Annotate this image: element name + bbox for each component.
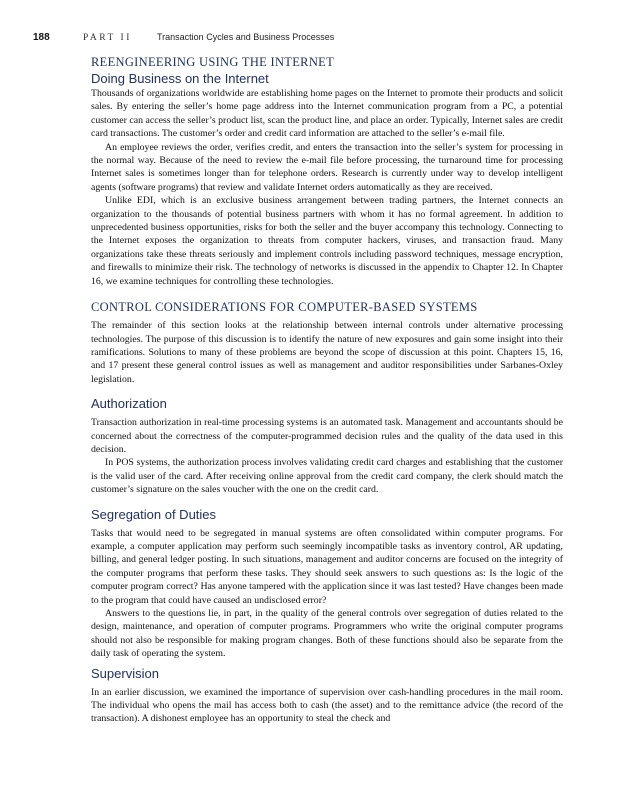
page-number: 188 <box>33 32 50 43</box>
subheading-doing-business: Doing Business on the Internet <box>91 71 269 86</box>
paragraph: In POS systems, the authorization process involves validating credit card charges and establishing that the customer is the valid user of the card. After receiving online approval from the credit card company, the clerk should match the customer’s signature on the sales voucher with the one on the credit card. <box>91 457 563 496</box>
chapter-title: Transaction Cycles and Business Processes <box>157 32 335 42</box>
paragraph: Unlike EDI, which is an exclusive business arrangement between trading partners, the Internet connects an organization to the thousands of potential business partners with whom it has no formal agreement. In addition to unprecedented business opportunities, risks for both the seller and the buyer accompany this technology. Connecting to the Internet exposes the organization to threats from computer hackers, viruses, and transaction fraud. Many organizations take these threats seriously and implement controls including password techniques, message encryption, and firewalls to minimize their risk. The technology of networks is discussed in the appendix to Chapter 12. In Chapter 16, we examine techniques for controlling these technologies. <box>91 195 563 287</box>
subheading-supervision: Supervision <box>91 665 159 681</box>
section-heading-control-considerations: CONTROL CONSIDERATIONS FOR COMPUTER-BASED SYSTEMS <box>91 300 478 315</box>
page-body <box>91 54 563 726</box>
section-heading-reengineering: REENGINEERING USING THE INTERNET <box>91 55 335 69</box>
subheading-segregation-of-duties: Segregation of Duties <box>91 506 217 522</box>
paragraph: Transaction authorization in real-time processing systems is an automated task. Management and accountants should be concerned about the correctness of the computer-programmed decision rules and the quality of the data used in this decision. <box>91 417 563 455</box>
paragraph: Thousands of organizations worldwide are establishing home pages on the Internet to promote their products and solicit sales. By entering the seller’s home page address into the Internet communication program from a PC, a potential customer can access the seller’s product list, scan the product line, and place an order. Typically, Internet sales are credit card transactions. The customer’s order and credit card information are attached to the seller’s e-mail file. <box>91 88 563 140</box>
paragraph: The remainder of this section looks at the relationship between internal controls under alternative processing technologies. The purpose of this discussion is to identify the nature of new exposures and gain some insight into their ramifications. Solutions to many of these problems are beyond the scope of discussion at this point. Chapters 15, 16, and 17 present these general control issues as well as management and auditor responsibilities under Sarbanes-Oxley legislation. <box>91 320 563 385</box>
paragraph: An employee reviews the order, verifies credit, and enters the transaction into the seller’s system for processing in the normal way. Because of the need to review the e-mail file before processing, the turnaround time for processing Internet sales is sometimes longer than for telephone orders. Research is currently under way to develop intelligent agents (software programs) that review and validate Internet orders automatically as they are received. <box>91 141 563 193</box>
paragraph: In an earlier discussion, we examined the importance of supervision over cash-handling procedures in the mail room. The individual who opens the mail has access both to cash (the asset) and to the remittance advice (the record of the transaction). A dishonest employee has an opportunity to steal the check and <box>91 686 563 725</box>
subheading-authorization: Authorization <box>91 396 167 412</box>
running-head <box>33 32 593 46</box>
part-label: PART II <box>83 33 132 43</box>
paragraph: Tasks that would need to be segregated in manual systems are often consolidated within computer programs. For example, a computer application may perform such seemingly incompatible tasks as inventory control, AR updating, billing, and general ledger posting. In such situations, management and auditor concerns are focused on the integrity of the computer programs that perform these tasks. They should seek answers to such questions as: Is the logic of the computer program correct? Has anyone tampered with the application since it was last tested? Have changes been made to the program that could have caused an undisclosed error? <box>91 527 563 606</box>
paragraph: Answers to the questions lie, in part, in the quality of the general controls over segregation of duties related to the design, maintenance, and operation of computer programs. Programmers who write the original computer programs should not also be responsible for making program changes. Both of these functions should also be separate from the daily task of operating the system. <box>91 608 563 660</box>
